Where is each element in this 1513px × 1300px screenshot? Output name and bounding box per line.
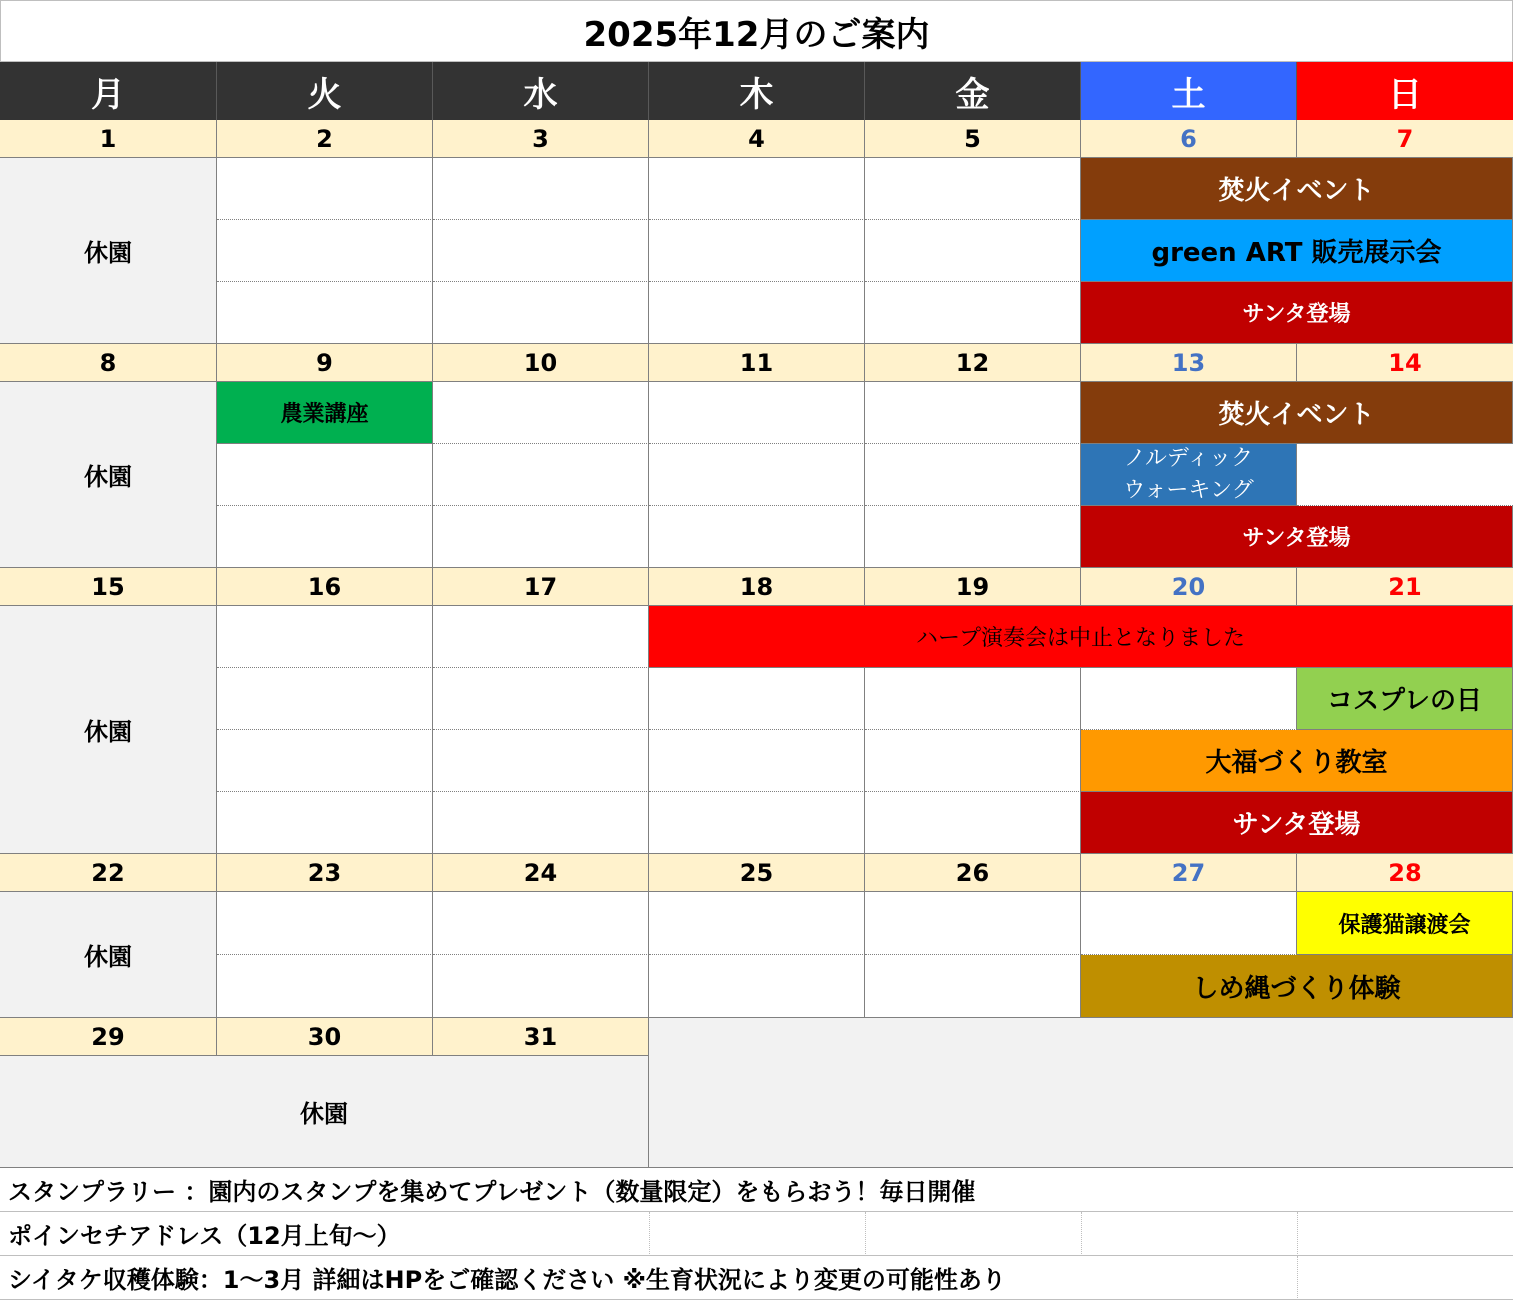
date-cell: 20 xyxy=(1081,568,1297,606)
empty-cell xyxy=(649,730,865,792)
footer-stamp-rally: スタンプラリー ：園内のスタンプを集めてプレゼント（数量限定）をもらおう！毎日開催 xyxy=(0,1168,1513,1212)
date-cell: 11 xyxy=(649,344,865,382)
empty-cell xyxy=(649,220,865,282)
date-cell: 8 xyxy=(0,344,217,382)
empty-cell xyxy=(1081,668,1297,730)
event-santa: サンタ登場 xyxy=(1081,506,1513,568)
empty-cell xyxy=(649,444,865,506)
closed-label: 休園 xyxy=(0,606,217,854)
empty-cell xyxy=(865,444,1081,506)
empty-area xyxy=(649,1018,1513,1168)
event-harp-cancelled: ハープ演奏会は中止となりました xyxy=(649,606,1513,668)
weekday-sun: 日 xyxy=(1297,62,1513,120)
date-cell: 30 xyxy=(217,1018,433,1056)
event-santa: サンタ登場 xyxy=(1081,282,1513,344)
empty-cell xyxy=(433,892,649,955)
empty-cell xyxy=(865,382,1081,444)
date-cell: 24 xyxy=(433,854,649,892)
empty-cell xyxy=(433,444,649,506)
empty-cell xyxy=(865,892,1081,955)
date-cell: 31 xyxy=(433,1018,649,1056)
empty-cell xyxy=(865,158,1081,220)
closed-label: 休園 xyxy=(0,1056,649,1168)
empty-cell xyxy=(1081,892,1297,955)
empty-cell xyxy=(217,506,433,568)
event-green-art: green ART 販売展示会 xyxy=(1081,220,1513,282)
empty-cell xyxy=(865,730,1081,792)
date-cell: 29 xyxy=(0,1018,217,1056)
empty-cell xyxy=(217,158,433,220)
footer-grid-cell xyxy=(649,1212,865,1256)
weekday-thu: 木 xyxy=(649,62,865,120)
footer-poinsettia: ポインセチアドレス（12月上旬～） xyxy=(0,1212,649,1256)
date-cell: 19 xyxy=(865,568,1081,606)
date-cell: 23 xyxy=(217,854,433,892)
empty-cell xyxy=(649,282,865,344)
empty-cell xyxy=(217,892,433,955)
empty-cell xyxy=(649,668,865,730)
date-cell: 7 xyxy=(1297,120,1513,158)
empty-cell xyxy=(433,606,649,668)
empty-cell xyxy=(217,955,433,1018)
date-cell: 15 xyxy=(0,568,217,606)
empty-cell xyxy=(1297,444,1513,506)
event-fireworks: 焚火イベント xyxy=(1081,158,1513,220)
empty-cell xyxy=(865,668,1081,730)
date-cell: 2 xyxy=(217,120,433,158)
date-cell: 6 xyxy=(1081,120,1297,158)
event-fireworks: 焚火イベント xyxy=(1081,382,1513,444)
event-santa: サンタ登場 xyxy=(1081,792,1513,854)
empty-cell xyxy=(217,444,433,506)
empty-cell xyxy=(649,506,865,568)
date-cell: 3 xyxy=(433,120,649,158)
footer-shiitake: シイタケ収穫体験：1～3月 詳細はHPをご確認ください ※生育状況により変更の可能性あり xyxy=(0,1256,1297,1300)
empty-cell xyxy=(217,730,433,792)
empty-cell xyxy=(433,730,649,792)
empty-cell xyxy=(217,282,433,344)
date-cell: 21 xyxy=(1297,568,1513,606)
date-cell: 14 xyxy=(1297,344,1513,382)
footer-grid-cell xyxy=(865,1212,1081,1256)
date-cell: 26 xyxy=(865,854,1081,892)
page-title: 2025年12月のご案内 xyxy=(0,0,1513,62)
date-cell: 17 xyxy=(433,568,649,606)
weekday-wed: 水 xyxy=(433,62,649,120)
date-cell: 5 xyxy=(865,120,1081,158)
empty-cell xyxy=(433,668,649,730)
empty-cell xyxy=(433,282,649,344)
footer-grid-cell xyxy=(1297,1256,1513,1300)
empty-cell xyxy=(433,955,649,1018)
empty-cell xyxy=(217,792,433,854)
date-cell: 16 xyxy=(217,568,433,606)
event-nordic-line1: ノルディック xyxy=(1123,445,1254,471)
empty-cell xyxy=(217,220,433,282)
empty-cell xyxy=(649,382,865,444)
footer-grid-cell xyxy=(1297,1212,1513,1256)
date-cell: 25 xyxy=(649,854,865,892)
event-daifuku-class: 大福づくり教室 xyxy=(1081,730,1513,792)
closed-label: 休園 xyxy=(0,158,217,344)
event-nordic-walking xyxy=(1081,444,1297,506)
closed-label: 休園 xyxy=(0,892,217,1018)
empty-cell xyxy=(865,282,1081,344)
date-cell: 4 xyxy=(649,120,865,158)
empty-cell xyxy=(865,792,1081,854)
weekday-sat: 土 xyxy=(1081,62,1297,120)
empty-cell xyxy=(217,606,433,668)
closed-label: 休園 xyxy=(0,382,217,568)
event-nordic-line2: ウォーキング xyxy=(1123,477,1254,503)
date-cell: 10 xyxy=(433,344,649,382)
date-cell: 28 xyxy=(1297,854,1513,892)
date-cell: 27 xyxy=(1081,854,1297,892)
empty-cell xyxy=(865,220,1081,282)
event-agri-lecture: 農業講座 xyxy=(217,382,433,444)
empty-cell xyxy=(433,220,649,282)
empty-cell xyxy=(649,892,865,955)
weekday-mon: 月 xyxy=(0,62,217,120)
date-cell: 13 xyxy=(1081,344,1297,382)
empty-cell xyxy=(433,382,649,444)
empty-cell xyxy=(649,792,865,854)
empty-cell xyxy=(649,955,865,1018)
date-cell: 12 xyxy=(865,344,1081,382)
date-cell: 22 xyxy=(0,854,217,892)
empty-cell xyxy=(649,158,865,220)
empty-cell xyxy=(217,668,433,730)
date-cell: 9 xyxy=(217,344,433,382)
date-cell: 18 xyxy=(649,568,865,606)
empty-cell xyxy=(865,955,1081,1018)
footer-grid-cell xyxy=(1081,1212,1297,1256)
empty-cell xyxy=(433,158,649,220)
weekday-fri: 金 xyxy=(865,62,1081,120)
weekday-tue: 火 xyxy=(217,62,433,120)
event-cat-adoption: 保護猫譲渡会 xyxy=(1297,892,1513,955)
empty-cell xyxy=(433,506,649,568)
empty-cell xyxy=(433,792,649,854)
empty-cell xyxy=(865,506,1081,568)
event-cosplay-day: コスプレの日 xyxy=(1297,668,1513,730)
date-cell: 1 xyxy=(0,120,217,158)
event-shimenawa: しめ縄づくり体験 xyxy=(1081,955,1513,1018)
